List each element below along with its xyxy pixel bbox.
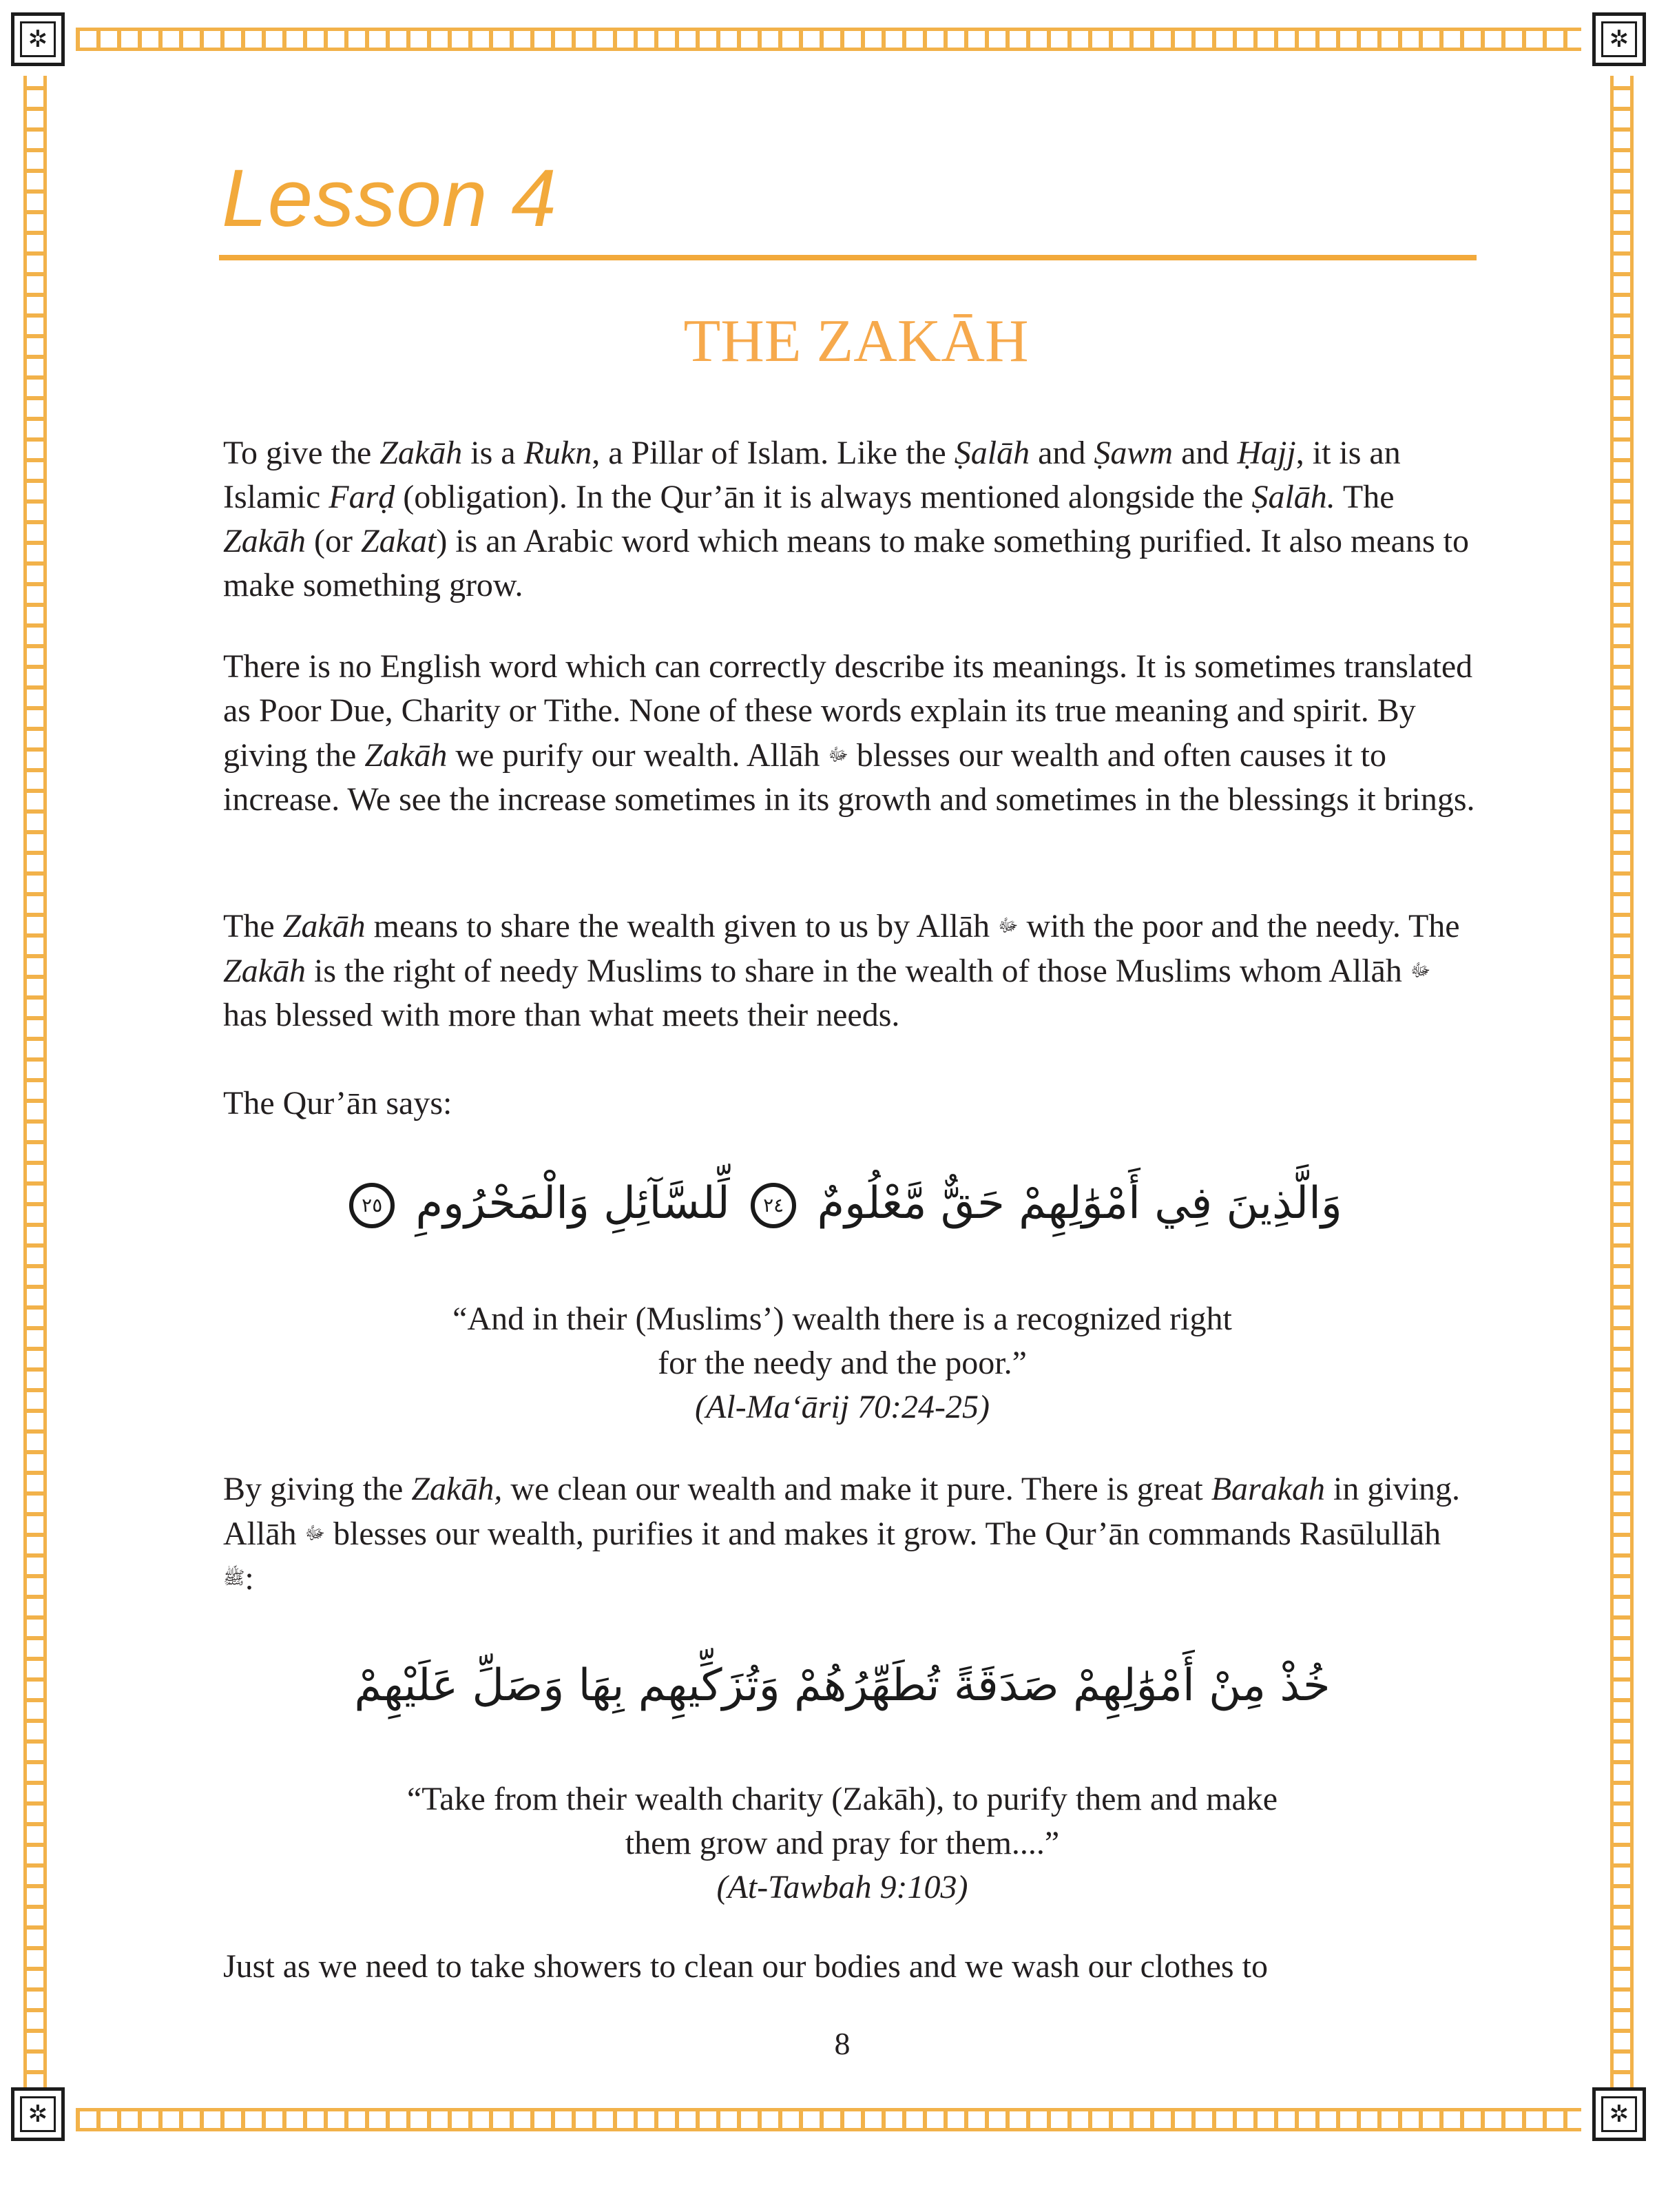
corner-glyph: ✲ (20, 21, 56, 57)
text-run: , it is an Islamic (223, 435, 1401, 515)
text-run: There is no English word which can correctly describe its meanings. It is sometimes translated as Poor Due, Charity or Tithe. None of these words explain its true meaning and spirit. By giving the (223, 648, 1473, 774)
text-run: , a Pillar of Islam. Like the (592, 435, 955, 471)
text-run: Just as we need to take showers to clean our bodies and we wash our clothes to (223, 1948, 1268, 1985)
verse-1-translation (0, 1297, 1657, 1429)
text-run: By giving the (223, 1471, 412, 1507)
lesson-title: Lesson 4 (222, 153, 557, 244)
italic-term: Zakāh (282, 908, 366, 944)
text-run: we clean our wealth and make it pure. There is great (502, 1471, 1211, 1507)
text-run: The Qur’ān says: (223, 1085, 452, 1121)
paragraph-6 (223, 1945, 1477, 1989)
corner-glyph: ✲ (20, 2096, 56, 2132)
text-run: : (244, 1560, 254, 1597)
text-run: with the poor and the needy. The (1018, 908, 1460, 944)
border-top-greek-key (76, 28, 1581, 51)
honorific-glyph: ﷺ (223, 1568, 245, 1589)
italic-term: Ḥajj (1237, 435, 1296, 471)
ayah-number-marker: ٢٥ (349, 1183, 395, 1228)
honorific-glyph: ﷻ (1410, 960, 1431, 981)
page-number: 8 (834, 2026, 851, 2061)
corner-glyph: ✲ (1601, 21, 1637, 57)
verse-1-arabic-part-a: وَالَّذِينَ فِي أَمْوَٰلِهِمْ حَقٌّ مَّعْلُومٌ (817, 1178, 1342, 1229)
quran-verse-1-arabic (0, 1178, 1657, 1229)
honorific-glyph: ﷻ (828, 745, 848, 765)
chapter-title: THE ZAKĀH (683, 308, 1029, 375)
verse-2-translation-line-2: them grow and pray for them....” (625, 1825, 1060, 1861)
italic-term: Zakāh (379, 435, 463, 471)
italic-term: Zakāh (223, 953, 306, 989)
italic-term: Zakāh (364, 737, 448, 774)
paragraph-5 (223, 1467, 1477, 1601)
text-run: means to share the wealth given to us by Allāh (365, 908, 999, 944)
text-run: The (1335, 479, 1395, 515)
verse-2-translation-line-1: “Take from their wealth charity (Zakāh), to purify them and make (406, 1781, 1278, 1817)
text-run: (obligation). In the Qur’ān it is always mentioned alongside the (395, 479, 1252, 515)
corner-ornament-bottom-right (1592, 2087, 1646, 2141)
verse-1-translation-line-1: “And in their (Muslims’) wealth there is a recognized right (452, 1301, 1232, 1337)
text-run: blesses our wealth, purifies it and makes it grow. The Qur’ān commands Rasūlullāh (325, 1516, 1441, 1552)
text-run: has blessed with more than what meets their needs. (223, 997, 900, 1033)
text-run: ) is an Arabic word which means to make something purified. It also means to make something grow. (223, 523, 1469, 603)
honorific-glyph: ﷻ (304, 1523, 325, 1544)
verse-2-reference: (At-Tawbah 9:103) (716, 1869, 968, 1905)
italic-term: Rukn (523, 435, 592, 471)
italic-term: Farḍ (329, 479, 395, 515)
text-run: The (223, 908, 283, 944)
italic-term: Barakah (1211, 1471, 1325, 1507)
text-run: and (1173, 435, 1238, 471)
paragraph-3 (223, 904, 1477, 1037)
paragraph-1 (223, 431, 1477, 608)
text-run: (or (306, 523, 361, 559)
paragraph-2 (223, 645, 1477, 822)
verse-2-translation (0, 1777, 1657, 1910)
italic-term: Ṣalāh. (1251, 479, 1335, 515)
italic-term: Ṣawm (1094, 435, 1174, 471)
title-divider (219, 255, 1477, 260)
corner-ornament-bottom-left (11, 2087, 65, 2141)
ayah-number-marker: ٢٤ (751, 1183, 796, 1228)
verse-1-arabic-part-b: لِّلسَّآئِلِ وَالْمَحْرُومِ (415, 1178, 730, 1229)
italic-term: Ṣalāh (954, 435, 1030, 471)
italic-term: Zakat (360, 523, 437, 559)
text-run: we purify our wealth. Allāh (447, 737, 829, 774)
corner-ornament-top-right (1592, 12, 1646, 66)
italic-term: Zakāh, (411, 1471, 503, 1507)
text-run: To give the (223, 435, 380, 471)
border-bottom-greek-key (76, 2108, 1581, 2131)
quran-verse-2-arabic: خُذْ مِنْ أَمْوَٰلِهِمْ صَدَقَةً تُطَهِّرُهُمْ وَتُزَكِّيهِم بِهَا وَصَلِّ عَلَيْهِمْ (354, 1660, 1331, 1711)
text-run: and (1030, 435, 1094, 471)
text-run: is the right of needy Muslims to share in the wealth of those Muslims whom Allāh (306, 953, 1410, 989)
text-run: blesses our wealth and often causes it to increase. We see the increase sometimes in its growth and sometimes in the blessings it brings. (223, 737, 1475, 818)
verse-1-translation-line-2: for the needy and the poor.” (658, 1345, 1027, 1381)
corner-glyph: ✲ (1601, 2096, 1637, 2132)
text-run: in giving. Allāh (223, 1471, 1461, 1552)
verse-1-reference: (Al-Ma‘ārij 70:24-25) (695, 1389, 990, 1425)
italic-term: Zakāh (223, 523, 306, 559)
paragraph-4 (223, 1082, 1477, 1126)
text-run: is a (462, 435, 524, 471)
honorific-glyph: ﷻ (998, 916, 1019, 936)
corner-ornament-top-left (11, 12, 65, 66)
